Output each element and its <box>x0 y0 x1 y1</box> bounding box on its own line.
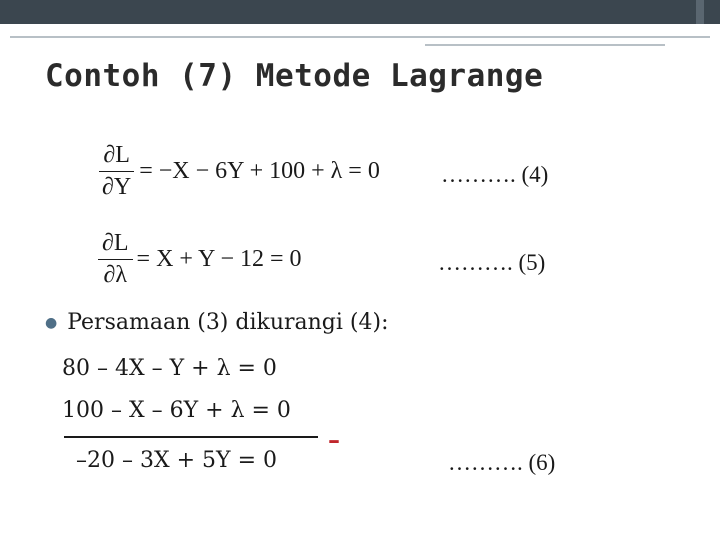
equation-rhs: = X + Y − 12 = 0 <box>136 246 302 272</box>
minus-operator: – <box>328 425 340 454</box>
subtraction-rule <box>64 436 318 438</box>
header-rule <box>10 36 710 38</box>
slide-title: Contoh (7) Metode Lagrange <box>45 58 544 94</box>
work-line-1: 80 – 4X – Y + λ = 0 <box>62 356 277 381</box>
equation-rhs: = −X − 6Y + 100 + λ = 0 <box>139 158 380 184</box>
header-bar <box>0 0 720 24</box>
equation-4 <box>98 142 380 201</box>
fraction-denominator: ∂λ <box>103 262 128 288</box>
equation-tag-5: ………. (5) <box>438 250 546 275</box>
partial-fraction <box>98 230 133 289</box>
bullet-icon: ● <box>45 314 58 331</box>
partial-fraction <box>98 142 135 201</box>
fraction-numerator: ∂L <box>99 142 134 172</box>
work-line-2: 100 – X – 6Y + λ = 0 <box>62 398 291 423</box>
equation-tag-4: ………. (4) <box>441 162 549 187</box>
header-accent <box>696 0 704 24</box>
equation-5 <box>98 230 302 289</box>
fraction-denominator: ∂Y <box>102 174 132 200</box>
bullet-text: Persamaan (3) dikurangi (4): <box>67 310 389 335</box>
header-rule-short <box>425 44 665 46</box>
equation-tag-6: ………. (6) <box>448 450 556 475</box>
work-result: –20 – 3X + 5Y = 0 <box>76 448 277 473</box>
fraction-numerator: ∂L <box>98 230 133 260</box>
bullet-item <box>45 310 389 335</box>
